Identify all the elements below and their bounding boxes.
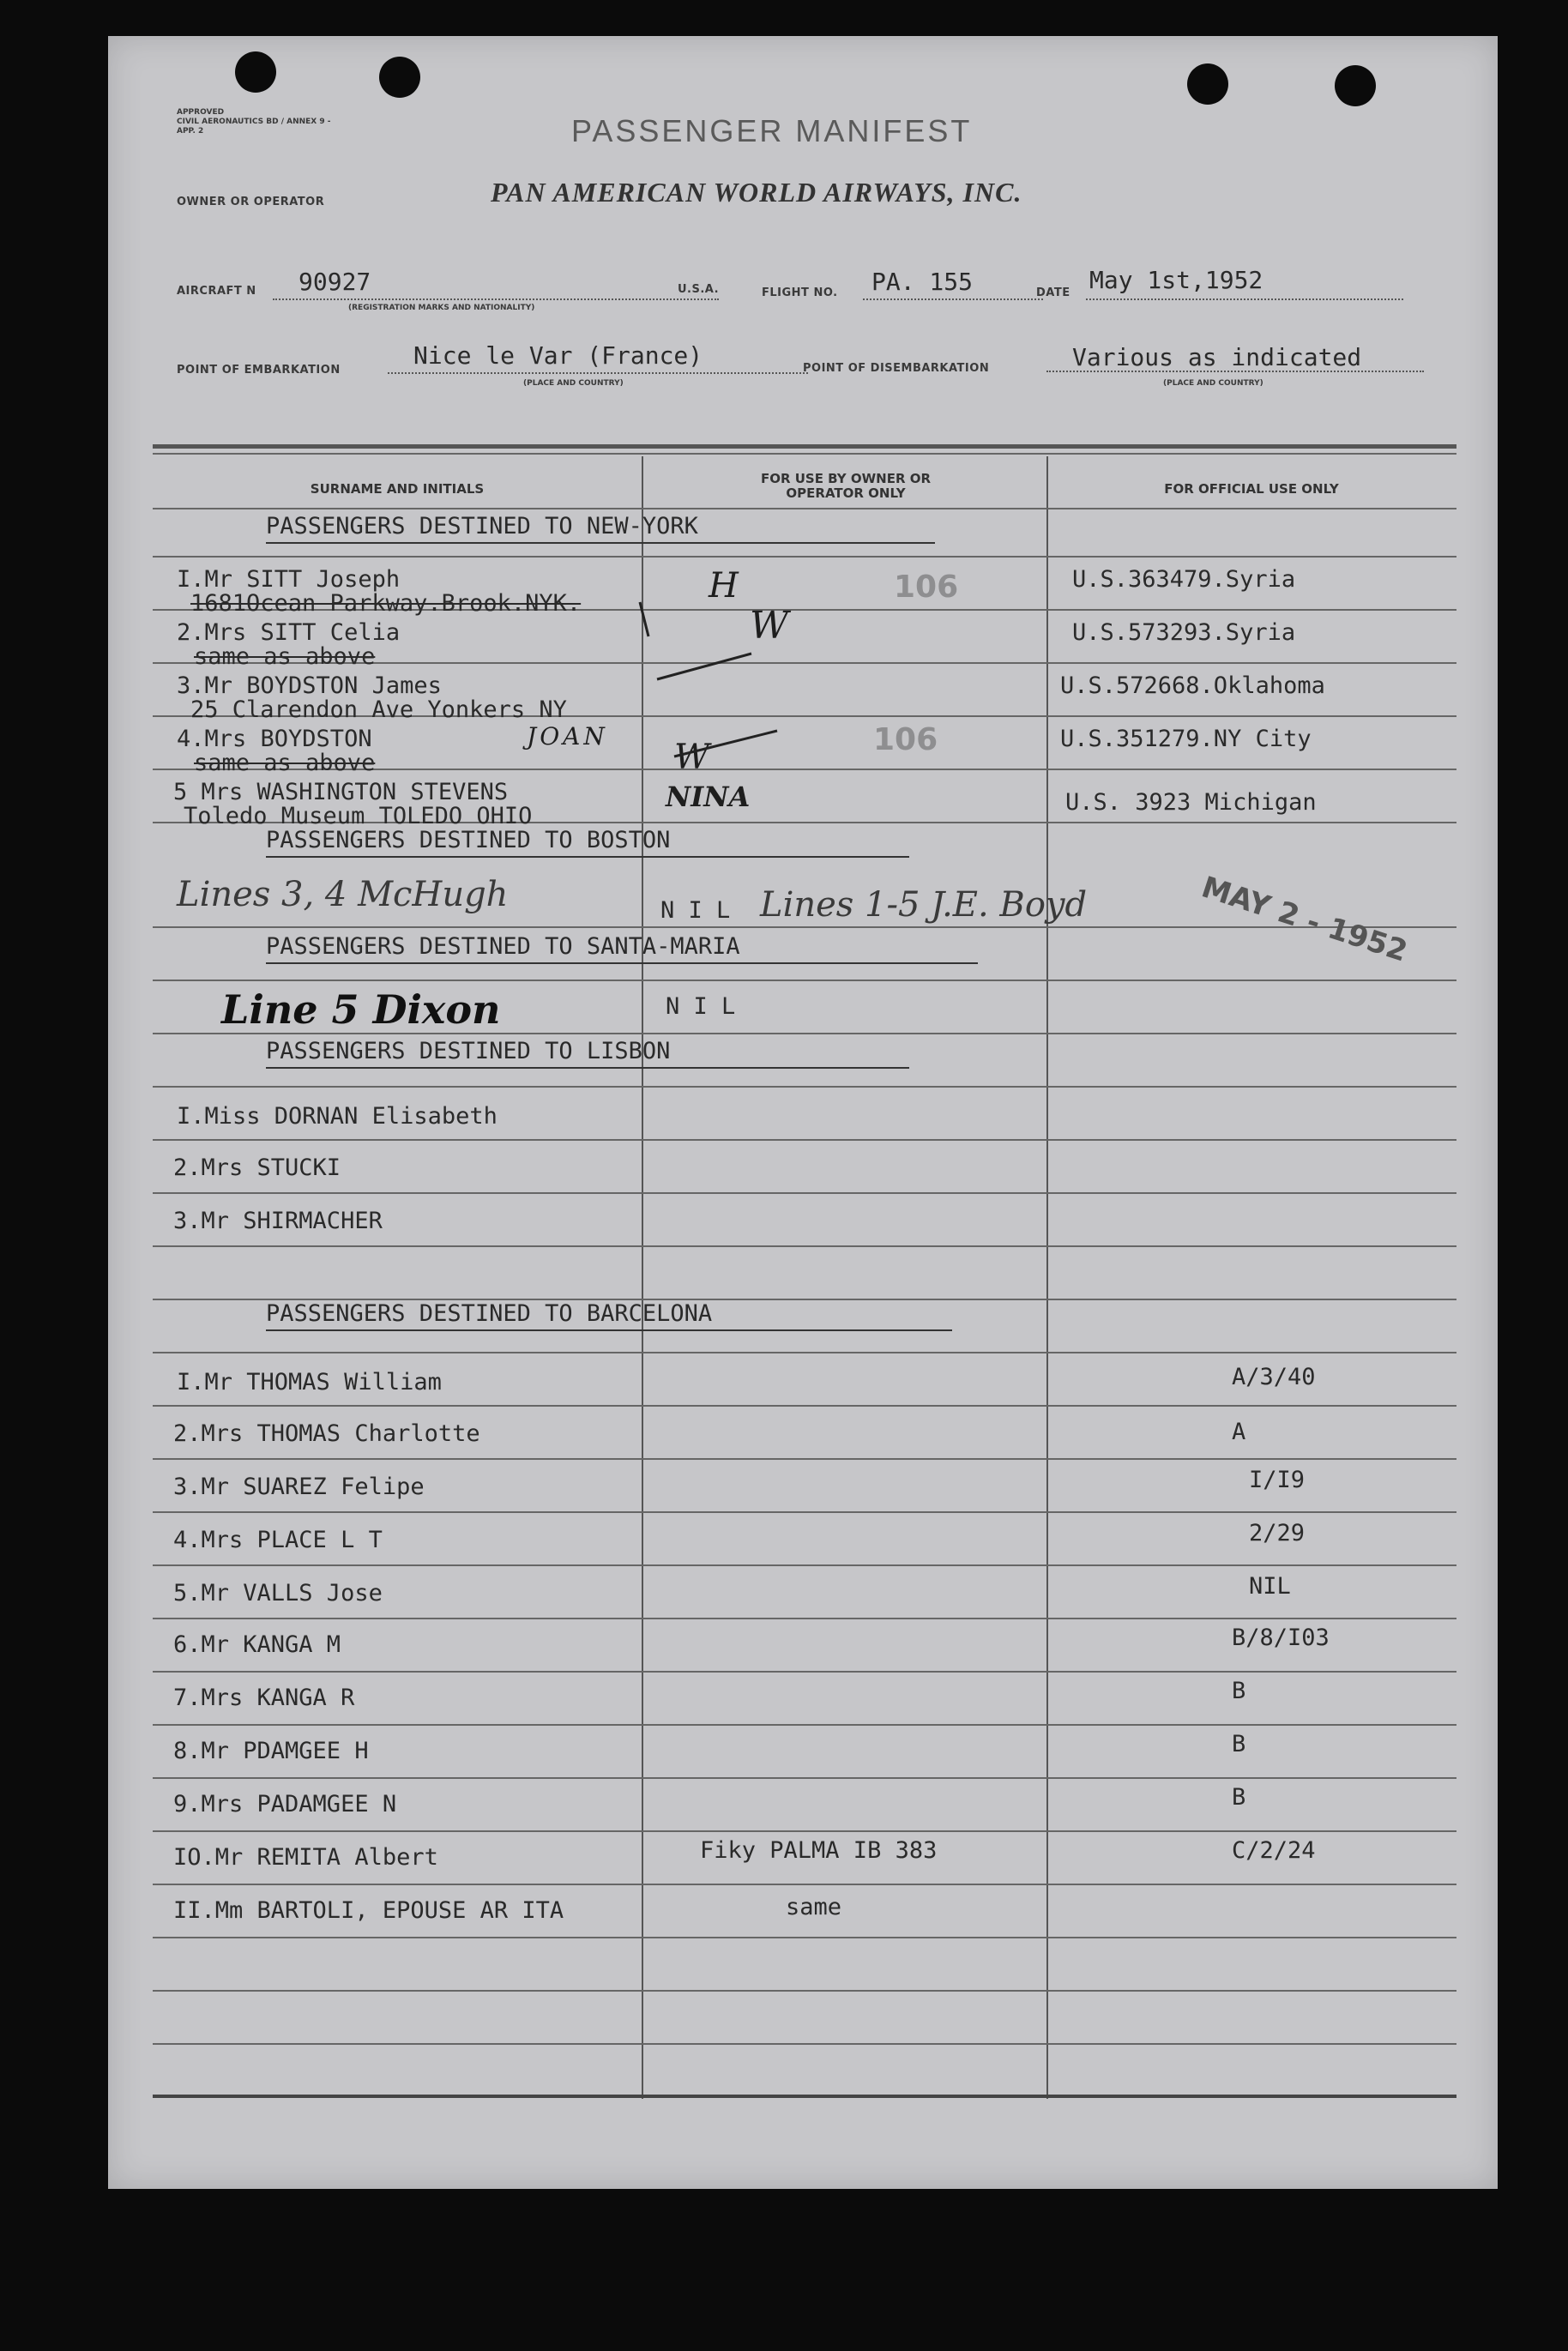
row-rule [153, 1618, 1456, 1619]
row-rule [153, 1511, 1456, 1513]
owner-entry: same [786, 1894, 842, 1920]
date-value: May 1st,1952 [1089, 266, 1263, 294]
passenger-name: 6.Mr KANGA M [173, 1631, 341, 1658]
handwritten-initial: W [750, 604, 789, 648]
passenger-name: 4.Mrs PLACE L T [173, 1527, 383, 1553]
approval-note: APPROVED CIVIL AERONAUTICS BD / ANNEX 9 - APP. 2 [177, 108, 331, 136]
column-header-owner: FOR USE BY OWNER OR OPERATOR ONLY [760, 471, 932, 501]
row-rule [153, 1671, 1456, 1673]
official-entry: C/2/24 [1232, 1837, 1316, 1864]
aircraft-value: 90927 [299, 268, 371, 296]
airline-name: PAN AMERICAN WORLD AIRWAYS, INC. [491, 177, 1022, 208]
row-rule [153, 1352, 1456, 1353]
official-entry: U.S. 3923 Michigan [1065, 789, 1317, 816]
passenger-name: 7.Mrs KANGA R [173, 1685, 355, 1711]
disembarkation-note: (PLACE AND COUNTRY) [1163, 379, 1263, 388]
row-rule [153, 1724, 1456, 1726]
row-rule [153, 1458, 1456, 1460]
row-rule [153, 1139, 1456, 1141]
row-rule [153, 1937, 1456, 1938]
owner-entry: Fiky PALMA IB 383 [700, 1837, 938, 1864]
passenger-name: I.Miss DORNAN Elisabeth [177, 1103, 498, 1130]
official-entry: B [1232, 1678, 1246, 1704]
official-entry: B [1232, 1784, 1246, 1811]
passenger-name: 2.Mrs STUCKI [173, 1154, 341, 1181]
row-rule [153, 980, 1456, 981]
passenger-address: same as above [194, 750, 376, 776]
section-barcelona: PASSENGERS DESTINED TO BARCELONA [266, 1300, 713, 1327]
passenger-address: 25 Clarendon Ave Yonkers NY [190, 696, 567, 723]
stamp-number: 106 [873, 722, 938, 757]
handwritten-initial: W [674, 738, 710, 777]
section-underline [266, 542, 935, 544]
official-entry: U.S.351279.NY City [1060, 726, 1312, 752]
punch-hole [1335, 65, 1376, 106]
section-underline [266, 962, 978, 964]
official-entry: B/8/I03 [1232, 1625, 1330, 1651]
passenger-name: 2.Mrs THOMAS Charlotte [173, 1420, 480, 1447]
section-new-york: PASSENGERS DESTINED TO NEW-YORK [266, 513, 698, 540]
passenger-name: 5.Mr VALLS Jose [173, 1580, 383, 1607]
official-entry: 2/29 [1249, 1520, 1306, 1546]
row-rule [153, 1405, 1456, 1407]
official-entry: B [1232, 1731, 1246, 1757]
column-divider [1046, 456, 1048, 2099]
disembarkation-value: Various as indicated [1072, 343, 1362, 371]
table-top-rule-2 [153, 453, 1456, 455]
row-rule [153, 926, 1456, 928]
official-entry: U.S.363479.Syria [1072, 566, 1296, 593]
row-rule [153, 1192, 1456, 1194]
date-stamp: MAY 2 - 1952 [1197, 870, 1412, 969]
section-underline [266, 1067, 909, 1069]
aircraft-label: AIRCRAFT N [177, 285, 256, 298]
handwritten-marks [623, 585, 880, 791]
passenger-name: IO.Mr REMITA Albert [173, 1844, 438, 1871]
official-entry: U.S.573293.Syria [1072, 619, 1296, 646]
flight-line [863, 298, 1043, 300]
section-lisbon: PASSENGERS DESTINED TO LISBON [266, 1038, 671, 1064]
passenger-name: 9.Mrs PADAMGEE N [173, 1791, 397, 1818]
row-rule [153, 508, 1456, 509]
nationality: U.S.A. [678, 283, 720, 296]
passenger-name: 3.Mr SHIRMACHER [173, 1208, 383, 1234]
official-entry: U.S.572668.Oklahoma [1060, 672, 1325, 699]
row-rule [153, 1086, 1456, 1088]
punch-hole [1187, 63, 1228, 105]
table-top-rule [153, 444, 1456, 449]
punch-hole [235, 51, 276, 93]
handwritten-note: Lines 1-5 J.E. Boyd [760, 885, 1088, 925]
official-entry: NIL [1249, 1573, 1291, 1600]
handwritten-note: Line 5 Dixon [221, 986, 501, 1033]
column-header-surname: SURNAME AND INITIALS [310, 481, 485, 497]
official-entry: A/3/40 [1232, 1364, 1316, 1390]
passenger-name: I.Mr THOMAS William [177, 1369, 442, 1396]
section-underline [266, 856, 909, 858]
passenger-address: Toledo Museum TOLEDO OHIO [184, 803, 533, 829]
passenger-name: 3.Mr BOYDSTON James [177, 672, 442, 699]
passenger-name: 3.Mr SUAREZ Felipe [173, 1474, 425, 1500]
aircraft-line [273, 298, 719, 300]
table-bottom-rule [153, 2095, 1456, 2098]
passenger-name: 4.Mrs BOYDSTON [177, 726, 372, 752]
section-boston: PASSENGERS DESTINED TO BOSTON [266, 827, 671, 853]
passenger-address: same as above [194, 643, 376, 670]
passenger-address: 1681Ocean Parkway.Brook.NYK. [190, 590, 582, 617]
official-entry: I/I9 [1249, 1467, 1306, 1493]
manifest-sheet [108, 36, 1498, 2189]
section-santa-maria: PASSENGERS DESTINED TO SANTA-MARIA [266, 933, 740, 960]
disembarkation-label: POINT OF DISEMBARKATION [803, 362, 990, 375]
flight-label: FLIGHT NO. [762, 286, 838, 299]
column-header-official: FOR OFFICIAL USE ONLY [1164, 481, 1339, 497]
passenger-name: II.Mm BARTOLI, EPOUSE AR ITA [173, 1897, 564, 1924]
handwritten-name-nina: NINA [666, 781, 751, 813]
flight-value: PA. 155 [871, 268, 974, 296]
row-rule [153, 1033, 1456, 1034]
row-rule [153, 556, 1456, 558]
stamp-number: 106 [894, 570, 959, 605]
registration-note: (REGISTRATION MARKS AND NATIONALITY) [348, 304, 535, 312]
handwritten-note: Lines 3, 4 McHugh [177, 875, 509, 914]
passenger-name: 2.Mrs SITT Celia [177, 619, 401, 646]
nil-entry: N I L [660, 897, 731, 924]
row-rule [153, 1884, 1456, 1885]
section-underline [266, 1329, 952, 1331]
row-rule [153, 1830, 1456, 1832]
punch-hole [379, 57, 420, 98]
date-label: DATE [1036, 286, 1070, 299]
embarkation-note: (PLACE AND COUNTRY) [523, 379, 624, 388]
row-rule [153, 1245, 1456, 1247]
passenger-name: 8.Mr PDAMGEE H [173, 1738, 369, 1764]
handwritten-name-joan: JOAN [527, 722, 608, 751]
embarkation-label: POINT OF EMBARKATION [177, 364, 341, 377]
embarkation-value: Nice le Var (France) [413, 341, 703, 370]
page-title: PASSENGER MANIFEST [571, 113, 973, 148]
official-entry: A [1232, 1419, 1246, 1445]
embarkation-line [388, 372, 808, 374]
passenger-name: 5 Mrs WASHINGTON STEVENS [173, 779, 509, 805]
owner-label: OWNER OR OPERATOR [177, 196, 325, 208]
handwritten-initial: H [709, 566, 739, 606]
row-rule [153, 1564, 1456, 1566]
passenger-name: I.Mr SITT Joseph [177, 566, 401, 593]
row-rule [153, 2043, 1456, 2045]
date-line [1086, 298, 1403, 300]
row-rule [153, 1777, 1456, 1779]
row-rule [153, 1990, 1456, 1992]
nil-entry: N I L [666, 993, 736, 1020]
